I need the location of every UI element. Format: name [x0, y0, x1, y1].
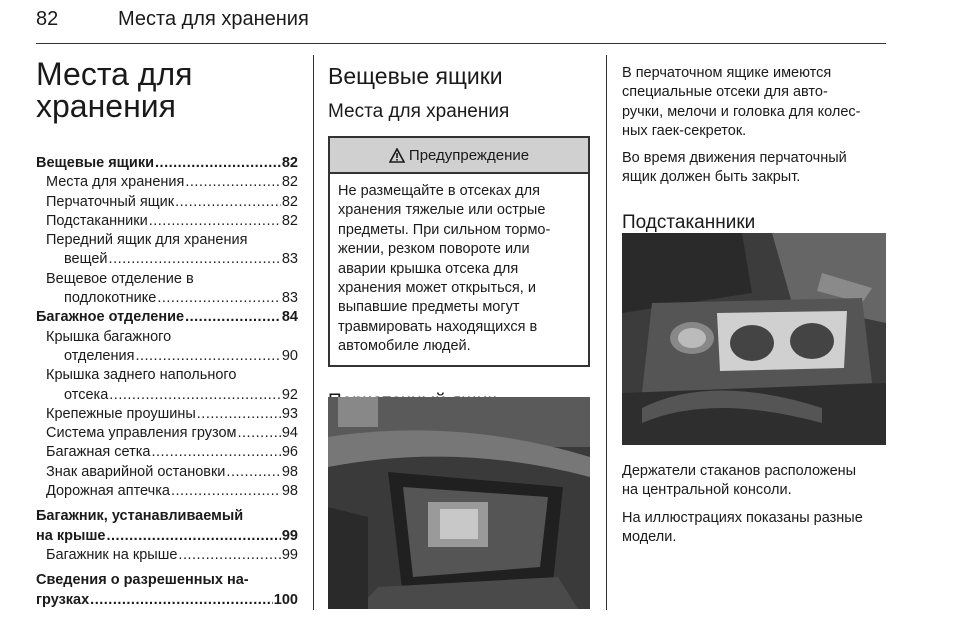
- subsection-heading: Места для хранения: [328, 101, 510, 122]
- toc-leader: [149, 212, 281, 231]
- toc-leader: [151, 443, 280, 462]
- toc-page: 82: [281, 174, 298, 191]
- toc-entry[interactable]: [36, 443, 298, 462]
- toc-label: отсека: [64, 386, 109, 403]
- toc-page: 96: [281, 444, 298, 461]
- cupholder-text: [622, 462, 886, 555]
- column-divider: [606, 55, 607, 610]
- toc-page: 90: [281, 347, 298, 364]
- toc-page: 99: [281, 546, 298, 563]
- toc-entry[interactable]: [36, 212, 298, 231]
- toc-page: 99: [281, 527, 298, 544]
- toc-leader: [109, 250, 281, 269]
- toc-leader: [178, 546, 280, 565]
- storage-column: [328, 62, 590, 413]
- toc-entry[interactable]: [36, 405, 298, 424]
- toc-entry[interactable]: [36, 347, 298, 366]
- para-line: специальные отсеки для авто-: [622, 84, 828, 101]
- warning-line: травмировать находящихся в: [338, 318, 538, 335]
- toc-page: 83: [281, 251, 298, 268]
- warning-text: [330, 174, 588, 365]
- toc-label: Перчаточный ящик: [46, 193, 175, 210]
- para-line: В перчаточном ящике имеются: [622, 65, 832, 81]
- para-line: На иллюстрациях показаны разные: [622, 509, 863, 526]
- warning-line: аварии крышка отсека для: [338, 260, 519, 277]
- toc-leader: [109, 386, 281, 405]
- warning-line: жении, резком повороте или: [338, 241, 530, 258]
- toc-page: 94: [281, 425, 298, 442]
- toc-entry[interactable]: [36, 546, 298, 565]
- paragraph: [622, 462, 886, 501]
- toc-entry[interactable]: [36, 386, 298, 405]
- warning-box: [328, 136, 590, 367]
- toc-page: 84: [281, 309, 298, 326]
- toc-entry[interactable]: [36, 424, 298, 443]
- toc-label: Крепежные проушины: [46, 405, 196, 422]
- section-heading: Вещевые ящики: [328, 63, 503, 89]
- warning-line: хранения тяжелые или острые: [338, 202, 546, 219]
- toc-label: грузках: [36, 591, 90, 608]
- warning-line: предметы. При сильном тормо-: [338, 221, 551, 238]
- toc-entry[interactable]: [36, 482, 298, 501]
- cupholder-photo: [622, 233, 886, 445]
- warning-header: [330, 138, 588, 174]
- toc-label: Места для хранения: [46, 174, 185, 191]
- toc-page: 83: [281, 290, 298, 307]
- toc-entry[interactable]: [36, 193, 298, 212]
- toc-leader: [90, 591, 273, 610]
- warning-triangle-icon: [389, 148, 405, 163]
- paragraph: [622, 509, 886, 548]
- cupholder-illustration: [622, 233, 886, 445]
- toc-page: 98: [281, 483, 298, 500]
- toc-entry[interactable]: [36, 173, 298, 192]
- toc-entry[interactable]: [36, 308, 298, 327]
- cupholder-heading: Подстаканники: [622, 211, 756, 233]
- toc-page: 98: [281, 463, 298, 480]
- running-title: Места для хранения: [118, 8, 309, 30]
- toc-entry-line1[interactable]: Крышка заднего напольного: [46, 367, 237, 384]
- column-divider: [313, 55, 314, 610]
- header-rule: [36, 43, 886, 44]
- warning-title: Предупреждение: [408, 146, 530, 164]
- warning-line: хранения может открыться, и: [338, 280, 536, 297]
- toc-leader: [238, 424, 281, 443]
- toc-page: 82: [281, 193, 298, 210]
- para-line: модели.: [622, 528, 677, 545]
- toc-label: вещей: [64, 251, 108, 268]
- toc-page: 100: [273, 591, 298, 608]
- para-line: ных гаек-секреток.: [622, 122, 747, 139]
- chapter-title: [36, 58, 298, 122]
- toc-entry[interactable]: [36, 591, 298, 610]
- toc-leader: [175, 193, 281, 212]
- toc-leader: [135, 347, 280, 366]
- page-number: 82: [36, 8, 59, 30]
- toc-label: Дорожная аптечка: [46, 483, 170, 500]
- chapter-title-line1: Места для: [36, 56, 193, 92]
- para-line: ручки, мелочи и головка для колес-: [622, 103, 861, 120]
- toc-leader: [155, 154, 281, 173]
- chapter-toc-column: [36, 58, 298, 610]
- toc-entry[interactable]: [36, 250, 298, 269]
- warning-line: автомобиле людей.: [338, 338, 471, 355]
- toc-label: Вещевые ящики: [36, 155, 155, 171]
- para-line: на центральной консоли.: [622, 482, 792, 499]
- glovebox-photo: [328, 397, 590, 609]
- toc-entry-line1[interactable]: Вещевое отделение в: [46, 270, 194, 287]
- toc-label: Багажное отделение: [36, 309, 185, 326]
- toc-page: 93: [281, 405, 298, 422]
- para-line: Во время движения перчаточный: [622, 150, 847, 167]
- toc-label: Знак аварийной остановки: [46, 463, 226, 480]
- toc-entry[interactable]: [36, 154, 298, 173]
- toc-label: на крыше: [36, 527, 106, 544]
- page-header: [36, 8, 886, 40]
- toc-page: 82: [281, 212, 298, 229]
- toc-label: Система управления грузом: [46, 425, 237, 442]
- warning-line: Не размещайте в отсеках для: [338, 183, 540, 199]
- paragraph: [622, 149, 886, 188]
- chapter-title-line2: хранения: [36, 88, 176, 124]
- warning-line: выпавшие предметы могут: [338, 299, 520, 316]
- toc-entry-line1[interactable]: Передний ящик для хранения: [46, 232, 248, 249]
- toc-page: 82: [281, 155, 298, 171]
- toc-leader: [185, 308, 281, 327]
- toc-entry-line1[interactable]: Багажник, устанавливаемый: [36, 508, 244, 525]
- para-line: ящик должен быть закрыт.: [622, 169, 801, 186]
- toc-label: Подстаканники: [46, 212, 148, 229]
- toc-leader: [171, 482, 281, 501]
- toc-label: Багажник на крыше: [46, 546, 178, 563]
- toc-leader: [226, 463, 280, 482]
- toc-leader: [107, 527, 281, 546]
- paragraph: [622, 64, 886, 141]
- toc-entry[interactable]: [36, 527, 298, 546]
- glovebox-illustration: [328, 397, 590, 609]
- toc-leader: [185, 173, 281, 192]
- toc-entry[interactable]: [36, 463, 298, 482]
- toc-label: Багажная сетка: [46, 444, 151, 461]
- toc-label: отделения: [64, 347, 135, 364]
- toc-entry-line1[interactable]: Сведения о разрешенных на-: [36, 572, 249, 589]
- toc-label: подлокотнике: [64, 290, 157, 307]
- para-line: Держатели стаканов расположены: [622, 463, 857, 479]
- toc-leader: [197, 405, 281, 424]
- toc-leader: [157, 289, 281, 308]
- toc-entry[interactable]: [36, 289, 298, 308]
- info-column: [622, 64, 886, 234]
- toc-page: 92: [281, 386, 298, 403]
- toc-entry-line1[interactable]: Крышка багажного: [46, 328, 172, 345]
